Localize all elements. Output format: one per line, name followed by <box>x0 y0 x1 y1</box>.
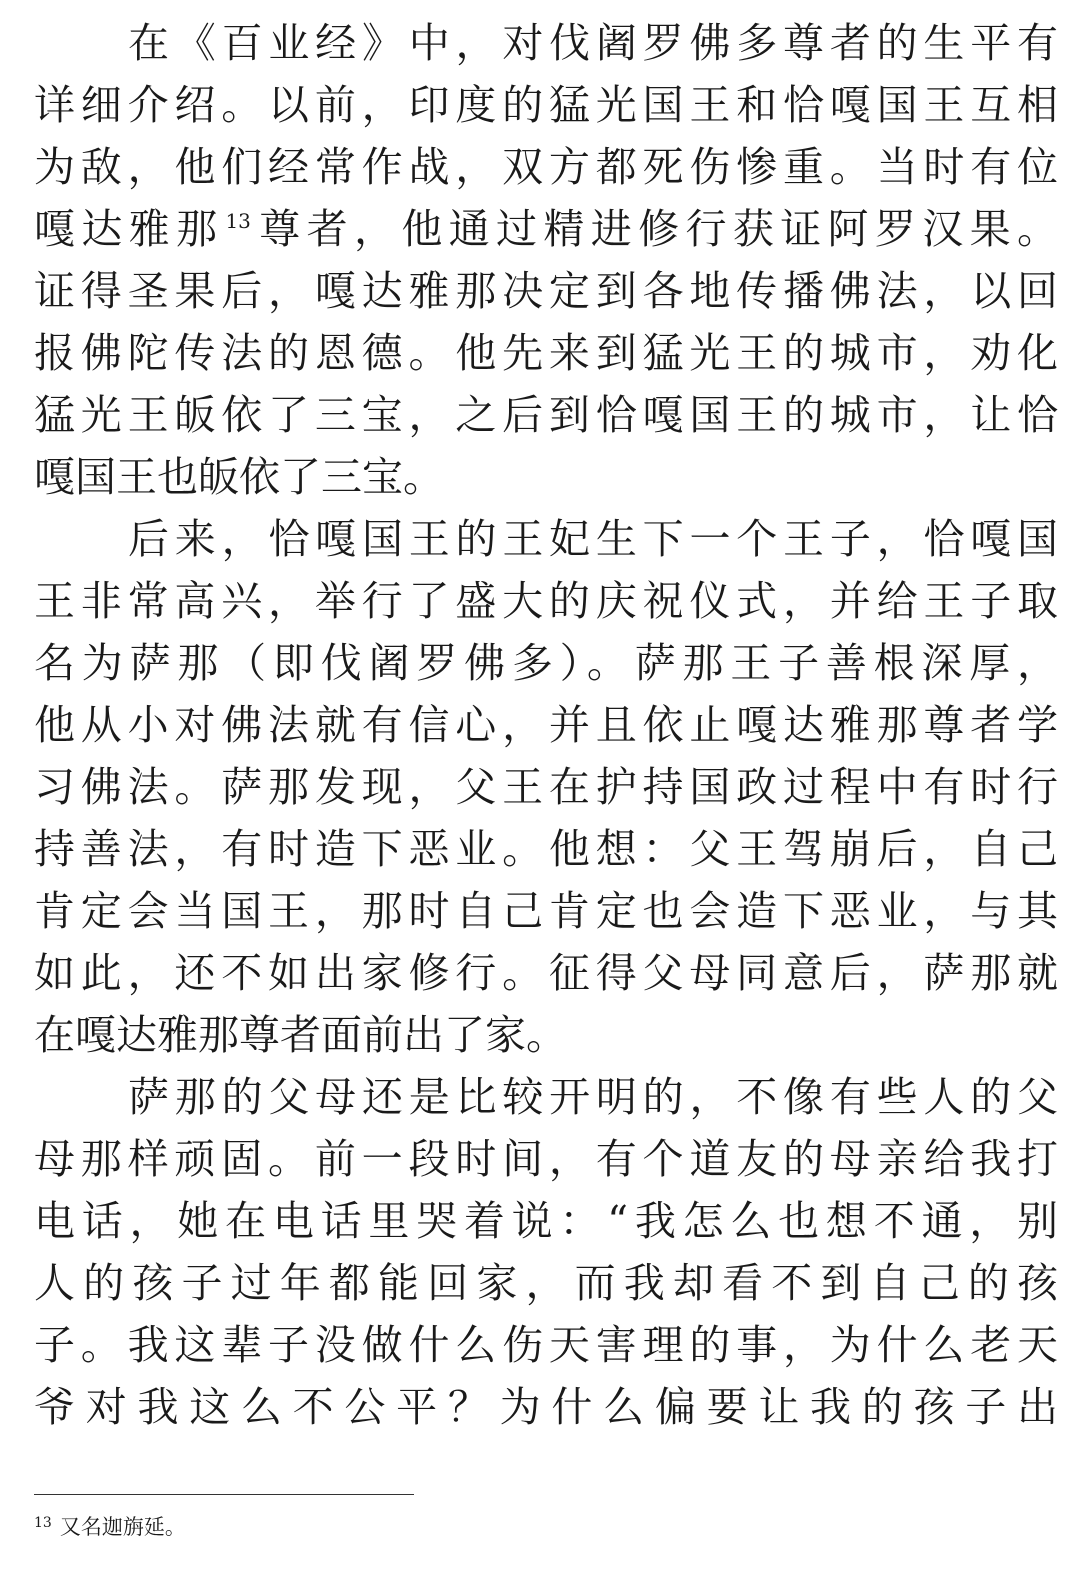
paragraph-1-line-3: 为敌，他们经常作战，双方都死伤惨重。当时有位 <box>34 143 1058 191</box>
paragraph-2-line-5: 习佛法。萨那发现，父王在护持国政过程中有时行 <box>34 763 1058 811</box>
paragraph-2-line-1: 后来，恰嘎国王的王妃生下一个王子，恰嘎国 <box>128 515 1058 563</box>
paragraph-2-line-6: 持善法，有时造下恶业。他想：父王驾崩后，自己 <box>34 825 1058 873</box>
paragraph-1-line-1: 在《百业经》中，对伐阇罗佛多尊者的生平有 <box>128 19 1058 67</box>
paragraph-2-line-4: 他从小对佛法就有信心，并且依止嘎达雅那尊者学 <box>34 701 1058 749</box>
paragraph-1-line-4 <box>34 198 1058 260</box>
paragraph-3-line-4: 人的孩子过年都能回家，而我却看不到自己的孩 <box>34 1259 1058 1307</box>
paragraph-1-line-6: 报佛陀传法的恩德。他先来到猛光王的城市，劝化 <box>34 329 1058 377</box>
paragraph-3-line-1: 萨那的父母还是比较开明的，不像有些人的父 <box>128 1073 1058 1121</box>
paragraph-2-line-7: 肯定会当国王，那时自己肯定也会造下恶业，与其 <box>34 887 1058 935</box>
paragraph-1-line-2: 详细介绍。以前，印度的猛光国王和恰嘎国王互相 <box>34 81 1058 129</box>
paragraph-1-line-7: 猛光王皈依了三宝，之后到恰嘎国王的城市，让恰 <box>34 391 1058 439</box>
paragraph-3-line-5: 子。我这辈子没做什么伤天害理的事，为什么老天 <box>34 1321 1058 1369</box>
footnote-divider <box>34 1494 414 1495</box>
text-segment: 尊者，他通过精进修行获证阿罗汉果。 <box>252 205 1058 253</box>
footnote-number: 13 <box>34 1515 52 1531</box>
paragraph-1-line-8: 嘎国王也皈依了三宝。 <box>34 453 444 501</box>
paragraph-2-line-2: 王非常高兴，举行了盛大的庆祝仪式，并给王子取 <box>34 577 1058 625</box>
text-segment: 嘎达雅那 <box>34 205 224 253</box>
paragraph-2-line-8: 如此，还不如出家修行。征得父母同意后，萨那就 <box>34 949 1058 997</box>
paragraph-1-line-5: 证得圣果后，嘎达雅那决定到各地传播佛法，以回 <box>34 267 1058 315</box>
paragraph-3-line-6: 爷对我这么不公平？为什么偏要让我的孩子出 <box>34 1383 1058 1431</box>
paragraph-3-line-2: 母那样顽固。前一段时间，有个道友的母亲给我打 <box>34 1135 1058 1183</box>
footnote-text: 又名迦旃延。 <box>59 1515 186 1539</box>
paragraph-2-line-9: 在嘎达雅那尊者面前出了家。 <box>34 1011 567 1059</box>
footnote-reference[interactable]: 13 <box>225 209 251 233</box>
paragraph-2-line-3: 名为萨那（即伐阇罗佛多）。萨那王子善根深厚， <box>34 639 1058 687</box>
paragraph-3-line-3: 电话，她在电话里哭着说：“我怎么也想不通，别 <box>34 1197 1058 1245</box>
footnote <box>34 1512 186 1542</box>
